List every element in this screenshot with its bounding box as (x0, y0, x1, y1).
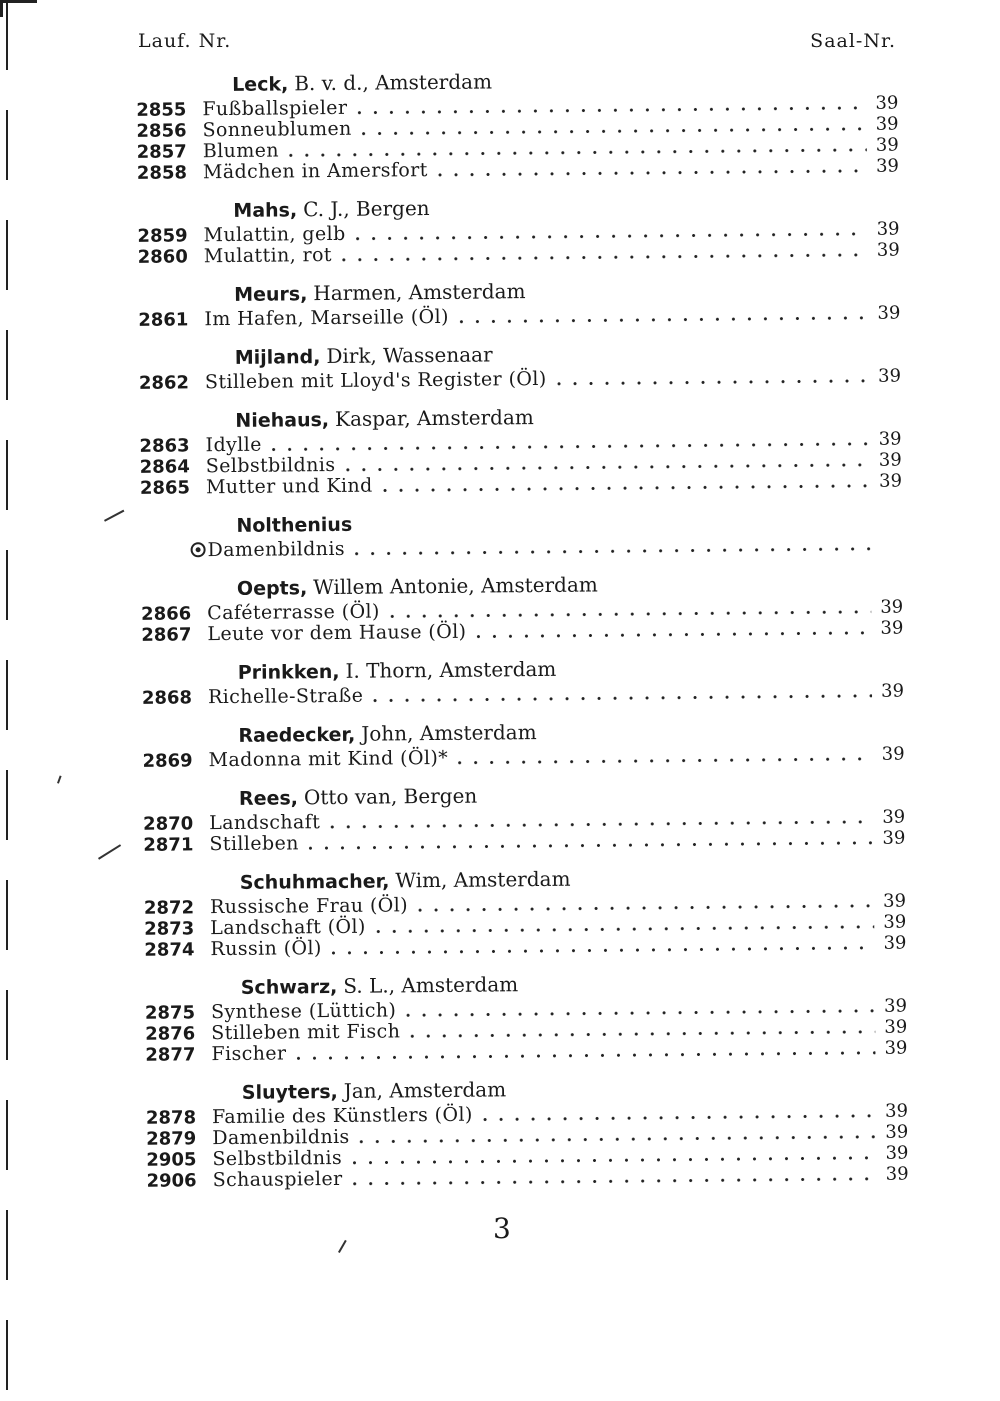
room-number: 39 (881, 743, 905, 765)
room-number: 39 (878, 428, 902, 450)
dot-leader (452, 756, 873, 764)
artist-name: Schwarz, (240, 975, 338, 999)
entry-title: Russin (Öl) (210, 937, 322, 961)
dot-leader (351, 105, 866, 114)
entry-title: Mutter und Kind (205, 474, 373, 499)
room-number: 39 (878, 449, 902, 471)
entry-title: Landschaft (Öl) (210, 915, 366, 940)
dot-leader (453, 315, 869, 323)
dot-leader (400, 1008, 875, 1017)
entry-number: 2859 (137, 225, 188, 247)
entry-number: 2877 (145, 1044, 196, 1066)
handwritten-circle-mark (191, 542, 206, 557)
dot-leader (477, 1113, 876, 1121)
catalog-list (120, 63, 909, 1192)
entry-title: Schauspieler (212, 1167, 343, 1192)
room-number: 39 (882, 806, 906, 828)
entry-number: 2866 (141, 603, 192, 625)
entry-number: 2905 (146, 1149, 197, 1171)
dot-leader (384, 609, 871, 618)
entry-title: Mulattin, gelb (203, 222, 346, 247)
room-number: 39 (883, 890, 907, 912)
entry-title: Mädchen in Amersfort (202, 159, 428, 184)
room-number: 39 (876, 218, 900, 240)
entry-number: 2863 (139, 435, 190, 457)
entry-number: 2871 (143, 834, 194, 856)
artist-name: Prinkken, (237, 660, 340, 684)
entry-title: Russische Frau (Öl) (209, 894, 409, 919)
entry-title: Blumen (202, 139, 280, 163)
entry-number: 2862 (138, 372, 190, 394)
entry-number: 2860 (137, 246, 188, 268)
dot-leader (354, 1134, 877, 1143)
room-number: 39 (875, 113, 899, 135)
entry-number: 2867 (141, 624, 192, 646)
dot-leader (266, 441, 870, 451)
artist-details: Dirk, Wassenaar (326, 342, 493, 369)
entry-number: 2861 (138, 309, 189, 331)
entry-number: 2873 (144, 918, 195, 940)
room-number: 39 (876, 239, 900, 261)
room-number: 39 (875, 92, 899, 114)
dot-leader (324, 819, 873, 828)
dot-leader (377, 483, 870, 492)
artist-details: Kaspar, Amsterdam (334, 405, 534, 431)
dot-leader (432, 168, 867, 176)
artist-details: John, Amsterdam (361, 720, 537, 746)
artist-name: Niehaus, (235, 409, 330, 432)
dot-leader (412, 903, 874, 911)
dot-leader (336, 252, 868, 261)
dot-leader (283, 147, 867, 157)
artist-name: Meurs, (234, 283, 308, 306)
entry-number: 2870 (143, 813, 194, 835)
room-number: 39 (883, 911, 907, 933)
artist-details: I. Thorn, Amsterdam (345, 656, 557, 683)
artist-details: Wim, Amsterdam (395, 866, 571, 893)
entry-number: 2858 (136, 162, 188, 184)
room-number: 39 (880, 617, 904, 639)
artist-details: B. v. d., Amsterdam (294, 69, 493, 96)
entry-title: Stilleben mit Fisch (211, 1020, 401, 1045)
dot-leader (370, 924, 875, 933)
artist-name: Mahs, (233, 199, 298, 222)
entry-number (125, 556, 191, 557)
entry-title: Fußballspieler (202, 96, 348, 121)
room-number: 39 (885, 1163, 909, 1185)
page-number: 3 (493, 1212, 511, 1245)
room-number: 39 (883, 932, 907, 954)
entry-title: Synthese (Lüttich) (210, 999, 397, 1024)
entry-number: 2874 (144, 939, 195, 961)
entry-number: 2876 (145, 1023, 196, 1045)
room-number: 39 (877, 302, 901, 324)
entry-title: Stilleben (209, 832, 299, 856)
entry-number: 2878 (145, 1107, 197, 1129)
entry-title: Caféterrasse (Öl) (207, 600, 380, 625)
entry-title: Richelle-Straße (207, 684, 364, 709)
entry-title: Leute vor dem Hause (Öl) (207, 620, 467, 646)
room-number: 39 (885, 1142, 909, 1164)
entry-title: Fischer (211, 1042, 287, 1066)
dot-leader (326, 945, 875, 954)
artist-details: Jan, Amsterdam (343, 1077, 507, 1103)
entry-number: 2875 (144, 1002, 196, 1024)
pencil-tick-mark (338, 1240, 347, 1253)
entry-title: Stilleben mit Lloyd's Register (Öl) (204, 367, 547, 394)
entry-title: Selbstbildnis (205, 453, 336, 478)
entry-number: 2855 (136, 99, 187, 121)
entry-number: 2856 (136, 120, 187, 142)
entry-title (191, 539, 346, 561)
entry-title: Idylle (205, 433, 262, 457)
artist-details: Otto van, Bergen (303, 783, 478, 810)
room-number: 39 (882, 827, 906, 849)
artist-name: Raedecker, (238, 723, 356, 747)
room-number: 39 (877, 365, 902, 387)
artist-name: Rees, (238, 787, 299, 810)
entry-number: 2868 (141, 687, 193, 709)
entry-number: 2869 (142, 750, 193, 772)
room-number: 39 (885, 1121, 909, 1143)
room-number: 39 (884, 1016, 908, 1038)
artist-name: Schuhmacher, (239, 870, 390, 894)
room-number: 39 (875, 155, 900, 177)
entry-title: Madonna mit Kind (Öl)* (208, 746, 449, 772)
room-number: 39 (884, 995, 908, 1017)
column-header-room-number: Saal-Nr. (810, 30, 896, 52)
artist-details: S. L., Amsterdam (343, 972, 519, 998)
entry-title: Mulattin, rot (203, 243, 333, 268)
artist-name: Sluyters, (241, 1080, 338, 1104)
artist-name: Leck, (232, 73, 289, 96)
room-number: 39 (880, 680, 905, 702)
pencil-tick-mark (104, 510, 124, 522)
dot-leader (349, 546, 871, 555)
corner-pen-mark (0, 0, 37, 17)
entry-number: 2872 (143, 897, 195, 919)
dot-leader (404, 1029, 875, 1038)
dot-leader (290, 1050, 875, 1060)
dot-leader (356, 126, 867, 135)
pencil-tick-mark (98, 844, 121, 859)
entry-number: 2906 (146, 1170, 197, 1192)
entry-title: Landschaft (209, 811, 321, 835)
artist-details: Harmen, Amsterdam (313, 279, 526, 306)
column-header-running-number: Lauf. Nr. (138, 30, 232, 52)
artist-details: C. J., Bergen (303, 196, 430, 222)
entry-title: Familie des Künstlers (Öl) (211, 1103, 473, 1129)
room-number: 39 (884, 1037, 908, 1059)
entry-number: 2865 (139, 477, 191, 499)
dot-leader (347, 1176, 877, 1185)
left-margin-binding-line (6, 0, 8, 1401)
dot-leader (551, 378, 869, 385)
entry-title: Selbstbildnis (212, 1146, 343, 1171)
room-number: 39 (885, 1100, 909, 1122)
entry-title: Sonneublumen (202, 117, 352, 142)
artist-name: Nolthenius (236, 513, 353, 537)
dot-leader (367, 693, 872, 702)
entry-title-text: Damenbildnis (207, 537, 346, 562)
entry-number: 2857 (136, 141, 187, 163)
room-number: 39 (878, 470, 903, 492)
artist-name: Mijland, (234, 346, 321, 369)
entry-title: Im Hafen, Marseille (Öl) (204, 305, 450, 331)
pencil-tick-mark (57, 775, 62, 783)
room-number: 39 (880, 596, 904, 618)
entry-number: 2864 (139, 456, 190, 478)
dot-leader (339, 462, 869, 471)
artist-details: Willem Antonie, Amsterdam (313, 572, 598, 600)
dot-leader (346, 1155, 876, 1164)
artist-name: Oepts, (236, 577, 308, 600)
dot-leader (350, 231, 868, 240)
entry-title: Damenbildnis (212, 1125, 350, 1150)
room-number: 39 (875, 134, 899, 156)
entry-number: 2879 (146, 1128, 197, 1150)
dot-leader (470, 630, 871, 638)
dot-leader (303, 840, 874, 849)
